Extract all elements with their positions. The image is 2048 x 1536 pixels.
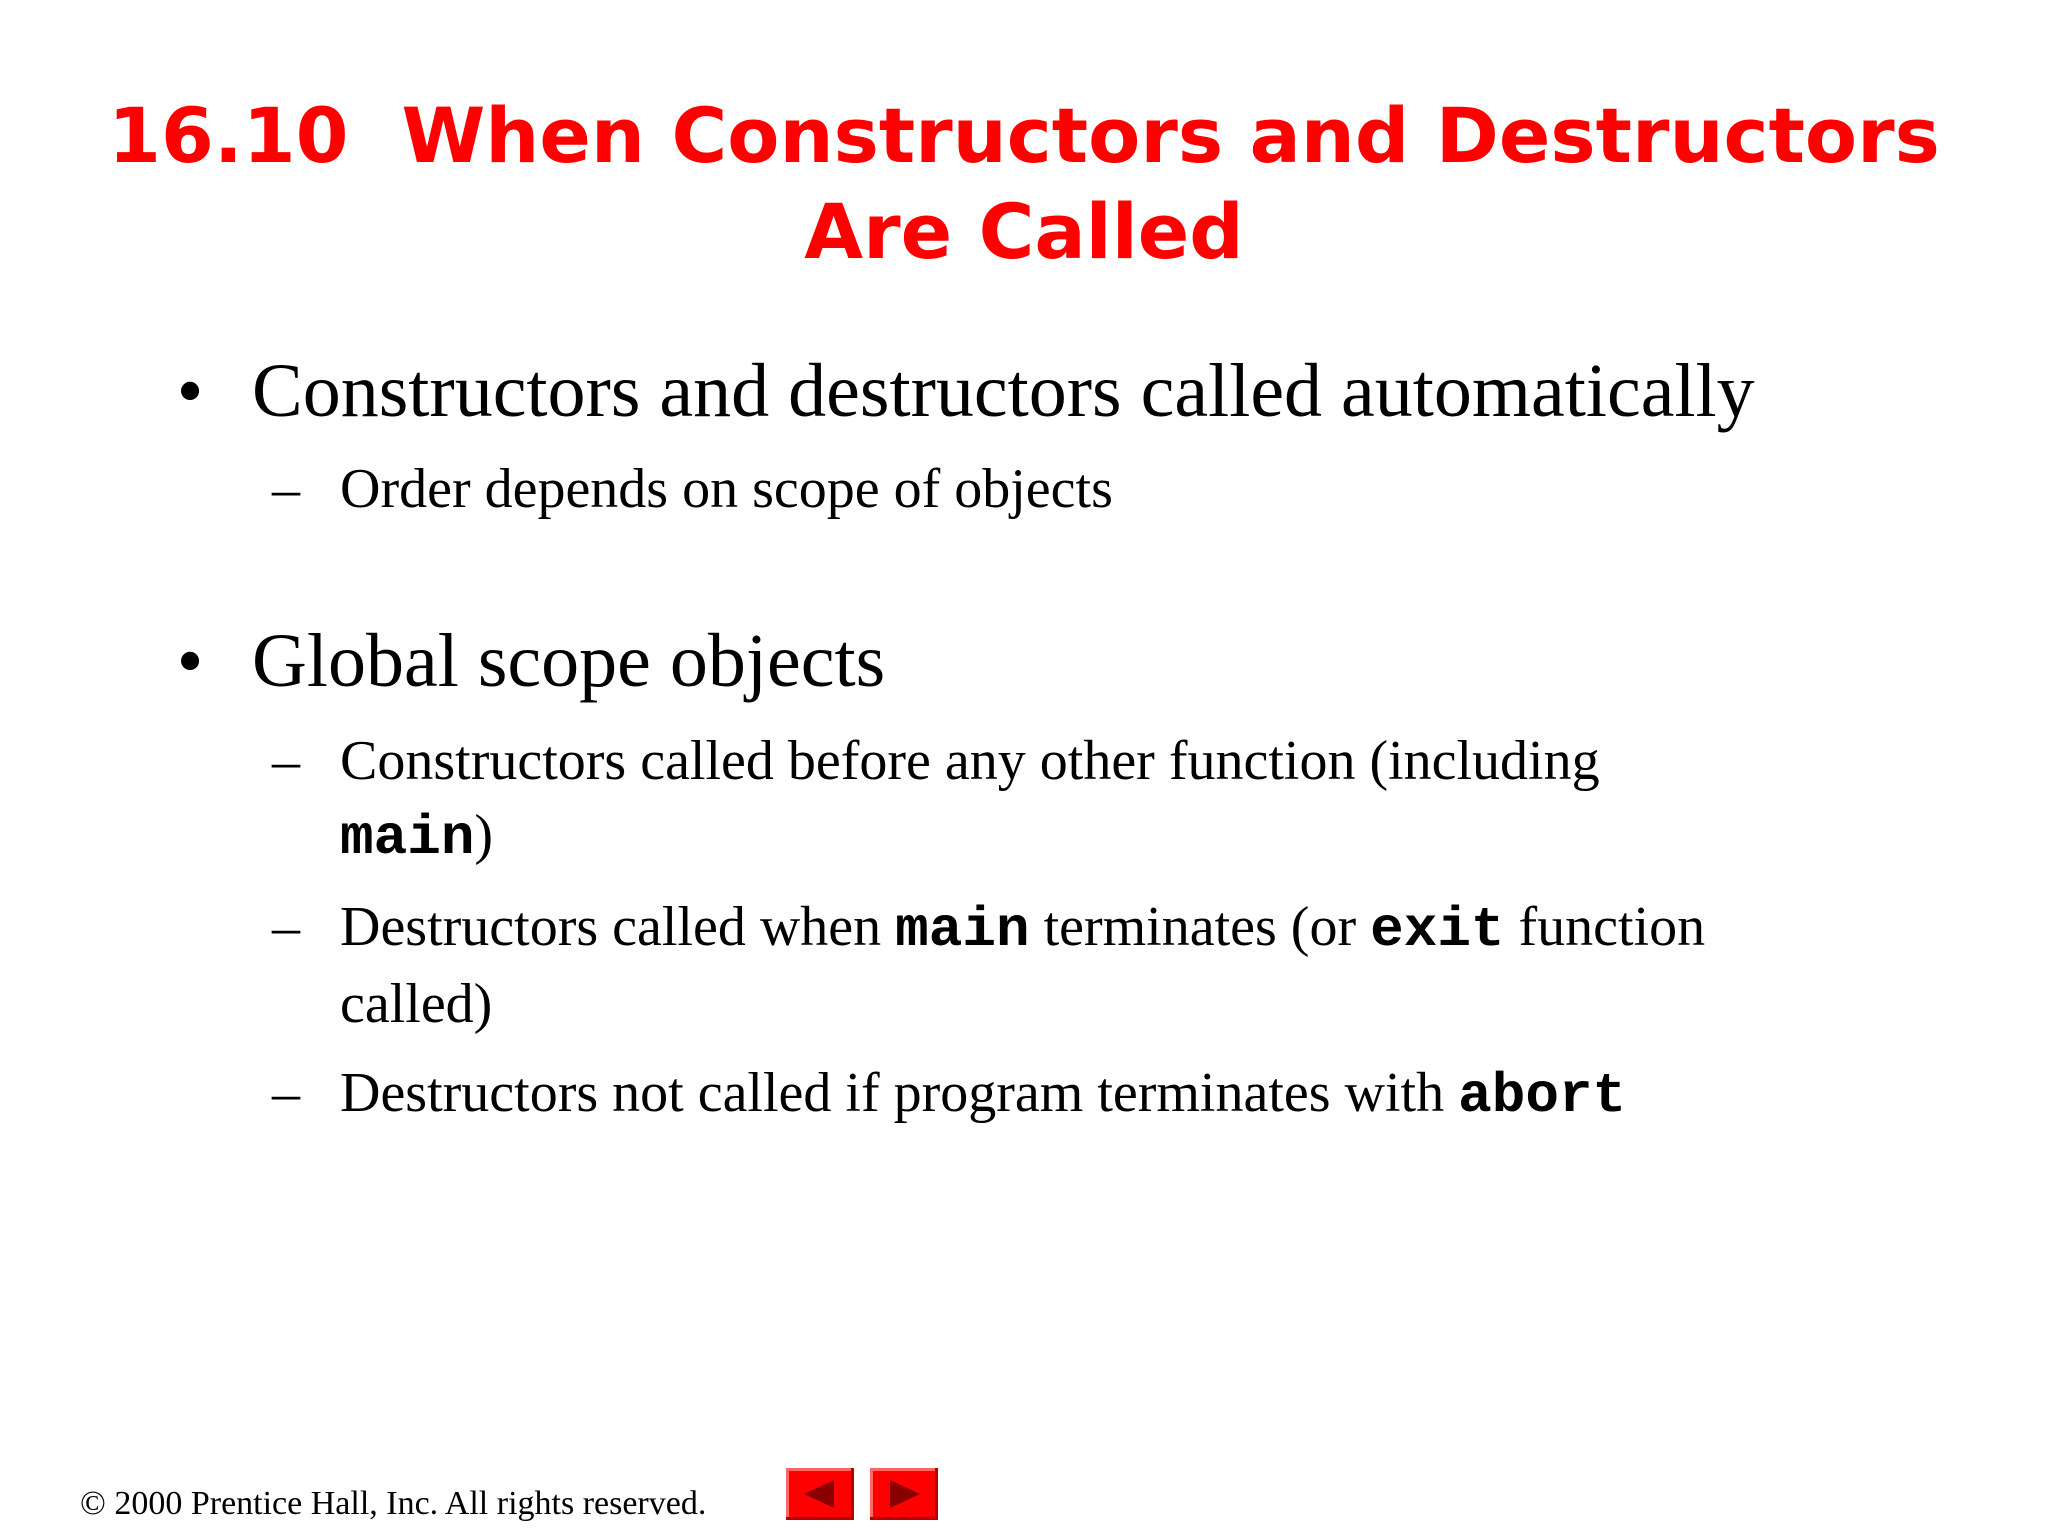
triangle-right-icon	[870, 1468, 938, 1520]
text-segment: )	[474, 804, 494, 866]
previous-slide-button[interactable]	[786, 1468, 854, 1520]
code-abort: abort	[1458, 1064, 1627, 1128]
code-main: main	[340, 806, 475, 870]
text-segment: Constructors called before any other function (including	[340, 730, 1600, 792]
sub-bullet-text	[340, 724, 1900, 875]
bullet-dot: •	[176, 349, 204, 433]
code-exit: exit	[1370, 898, 1505, 962]
sub-bullet-dash: –	[272, 1062, 300, 1124]
triangle-left-icon	[786, 1468, 854, 1520]
sub-bullet-text	[340, 1056, 1900, 1133]
next-slide-button[interactable]	[870, 1468, 938, 1520]
code-main: main	[895, 898, 1030, 962]
sub-bullet-dash: –	[272, 896, 300, 958]
sub-bullet-text	[340, 890, 1900, 1041]
title-line-1: 16.10 When Constructors and Destructors	[108, 91, 1940, 180]
bullet-text: Global scope objects	[252, 619, 886, 703]
title-line-2: Are Called	[804, 187, 1244, 276]
slide-title	[100, 88, 1948, 280]
text-segment: terminates (or	[1029, 896, 1371, 958]
text-segment: Destructors called when	[340, 896, 896, 958]
text-segment: called)	[340, 973, 493, 1035]
text-segment: function	[1504, 896, 1706, 958]
bullet-dot: •	[176, 619, 204, 703]
sub-bullet-dash: –	[272, 730, 300, 792]
text-segment: Destructors not called if program terminates with	[340, 1062, 1459, 1124]
sub-bullet-dash: –	[272, 458, 300, 520]
bullet-text: Constructors and destructors called automatically	[252, 349, 1755, 433]
sub-bullet-text: Order depends on scope of objects	[340, 458, 1113, 520]
copyright-footer: © 2000 Prentice Hall, Inc. All rights reserved.	[80, 1485, 707, 1522]
